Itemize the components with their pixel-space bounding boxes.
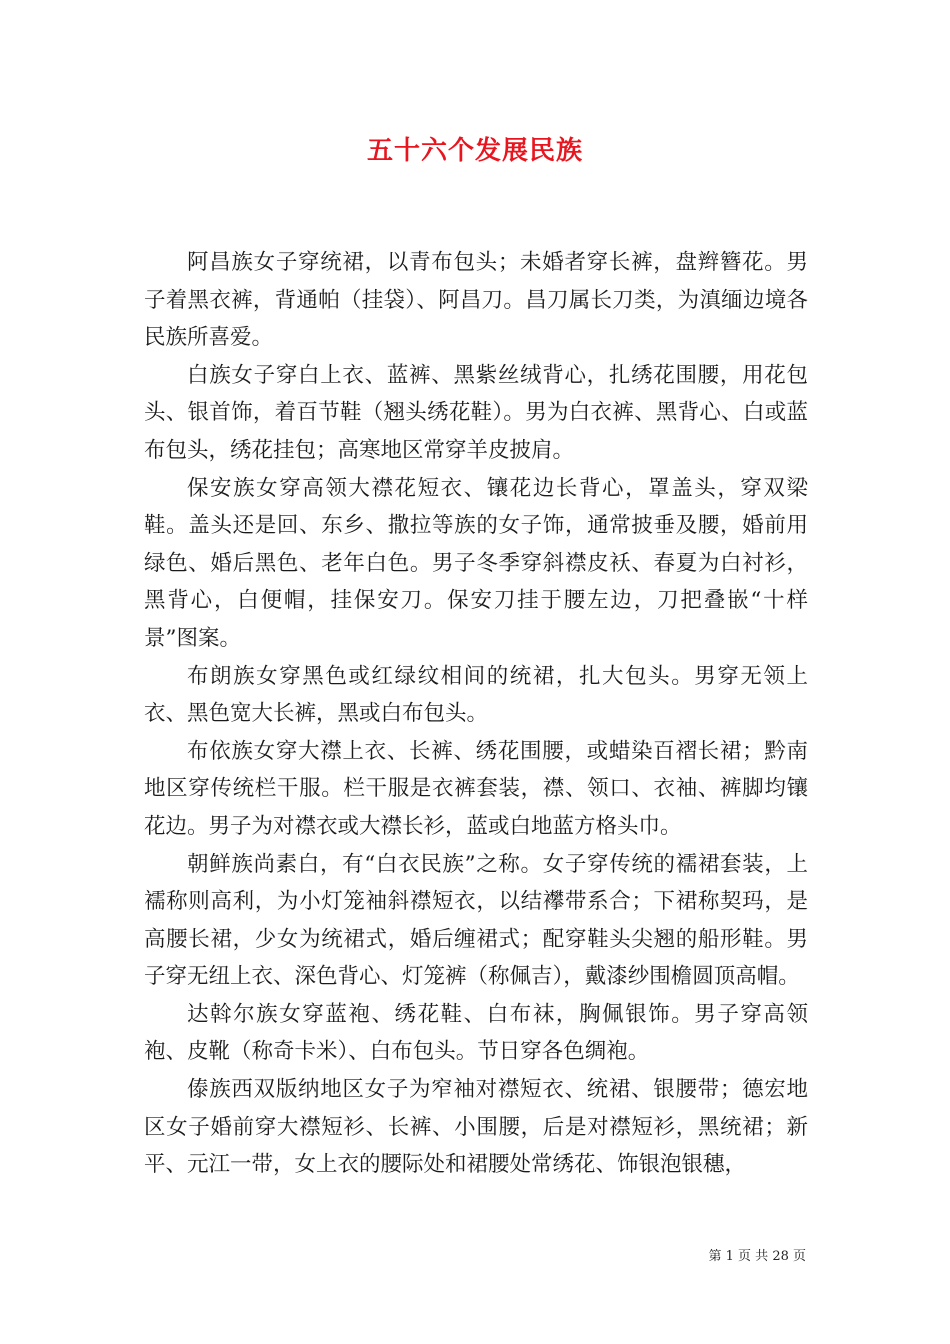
paragraph: 阿昌族女子穿统裙，以青布包头；未婚者穿长裤，盘辫簪花。男子着黑衣裤，背通帕（挂袋）、阿昌刀。昌刀属长刀类，为滇缅边境各民族所喜爱。 bbox=[144, 250, 808, 351]
paragraph: 保安族女穿高领大襟花短衣、镶花边长背心，罩盖头，穿双梁鞋。盖头还是回、东乡、撒拉等族的女子饰，通常披垂及腰，婚前用绿色、婚后黑色、老年白色。男子冬季穿斜襟皮袄、春夏为白衬衫，黑背心，白便帽，挂保安刀。保安刀挂于腰左边，刀把叠嵌“十样景”图案。 bbox=[144, 475, 808, 651]
document-body bbox=[144, 244, 808, 1184]
paragraph: 布朗族女穿黑色或红绿纹相间的统裙，扎大包头。男穿无领上衣、黑色宽大长裤，黑或白布包头。 bbox=[144, 663, 808, 727]
paragraph: 白族女子穿白上衣、蓝裤、黑紫丝绒背心，扎绣花围腰，用花包头、银首饰，着百节鞋（翘头绣花鞋）。男为白衣裤、黑背心、白或蓝布包头，绣花挂包；高寒地区常穿羊皮披肩。 bbox=[144, 362, 808, 463]
paragraph: 布依族女穿大襟上衣、长裤、绣花围腰，或蜡染百褶长裙；黔南地区穿传统栏干服。栏干服是衣裤套装，襟、领口、衣袖、裤脚均镶花边。男子为对襟衣或大襟长衫，蓝或白地蓝方格头巾。 bbox=[144, 738, 808, 839]
page-number-footer: 第 1 页 共 28 页 bbox=[708, 1249, 806, 1264]
paragraph: 达斡尔族女穿蓝袍、绣花鞋、白布袜，胸佩银饰。男子穿高领袍、皮靴（称奇卡米）、白布包头。节日穿各色绸袍。 bbox=[144, 1001, 808, 1065]
paragraph: 傣族西双版纳地区女子为窄袖对襟短衣、统裙、银腰带；德宏地区女子婚前穿大襟短衫、长裤、小围腰，后是对襟短衫，黑统裙；新平、元江一带，女上衣的腰际处和裙腰处常绣花、饰银泡银穗， bbox=[144, 1077, 808, 1178]
paragraph: 朝鲜族尚素白，有“白衣民族”之称。女子穿传统的襦裙套装，上襦称则高利，为小灯笼袖斜襟短衣，以结襻带系合；下裙称契玛，是高腰长裙，少女为统裙式，婚后缠裙式；配穿鞋头尖翘的船形鞋。男子穿无纽上衣、深色背心、灯笼裤（称佩吉），戴漆纱围檐圆顶高帽。 bbox=[144, 851, 808, 990]
document-title: 五十六个发展民族 bbox=[366, 136, 583, 166]
